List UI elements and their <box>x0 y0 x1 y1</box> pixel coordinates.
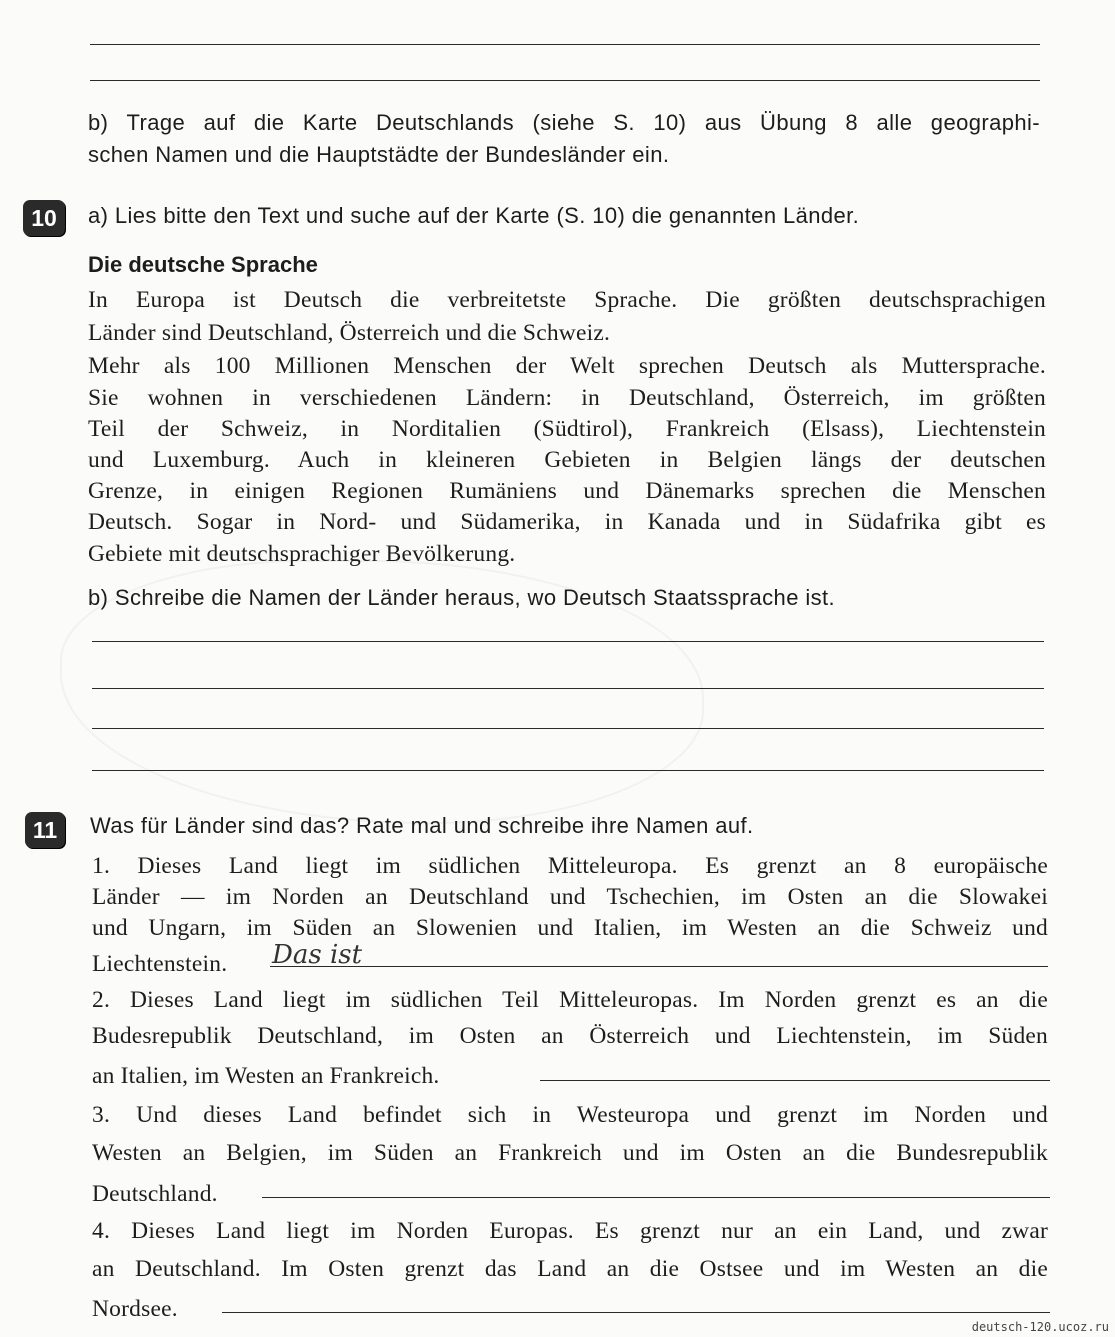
answer-line[interactable] <box>92 641 1044 642</box>
task-10a: a) Lies bitte den Text und suche auf der Karte (S. 10) die genannten Länder. <box>88 203 860 228</box>
exercise-number-badge: 10 <box>23 200 65 236</box>
text-line: Teil der Schweiz, in Norditalien (Südtirol), Frankreich (Elsass), Liechtenstein <box>88 416 1046 442</box>
task-9b-line: schen Namen und die Hauptstädte der Bundesländer ein. <box>88 142 670 167</box>
text-line: Grenze, in einigen Regionen Rumäniens und Dänemarks sprechen die Menschen <box>88 478 1046 504</box>
answer-line[interactable] <box>222 1312 1050 1313</box>
answer-line[interactable] <box>90 44 1040 45</box>
riddle-line: an Deutschland. Im Osten grenzt das Land an die Ostsee und im Westen an die <box>92 1256 1048 1282</box>
text-line: Sie wohnen in verschiedenen Ländern: in Deutschland, Österreich, im größten <box>88 385 1046 411</box>
riddle-line: Budesrepublik Deutschland, im Osten an Österreich und Liechtenstein, im Süden <box>92 1023 1048 1049</box>
riddle-line: 3. Und dieses Land befindet sich in Westeuropa und grenzt im Norden und <box>92 1102 1048 1128</box>
riddle-line: 2. Dieses Land liegt im südlichen Teil Mitteleuropas. Im Norden grenzt es an die <box>92 987 1048 1013</box>
answer-line[interactable] <box>92 688 1044 689</box>
task-9b-line: b) Trage auf die Karte Deutschlands (siehe S. 10) aus Übung 8 alle geographi- <box>88 110 1040 135</box>
text-line: Deutsch. Sogar in Nord- und Südamerika, in Kanada und in Südafrika gibt es <box>88 509 1046 535</box>
answer-line[interactable] <box>90 80 1040 81</box>
source-url: deutsch-120.ucoz.ru <box>971 1320 1109 1334</box>
riddle-line: 1. Dieses Land liegt im südlichen Mitteleuropa. Es grenzt an 8 europäische <box>92 853 1048 879</box>
task-11: Was für Länder sind das? Rate mal und schreibe ihre Namen auf. <box>90 813 754 838</box>
task-10b: b) Schreibe die Namen der Länder heraus, wo Deutsch Staatssprache ist. <box>88 585 836 610</box>
text-line: Gebiete mit deutschsprachiger Bevölkerung. <box>88 541 516 567</box>
riddle-line: an Italien, im Westen an Frankreich. <box>92 1063 440 1089</box>
text-line: Länder sind Deutschland, Österreich und die Schweiz. <box>88 320 611 346</box>
riddle-line: 4. Dieses Land liegt im Norden Europas. Es grenzt nur an ein Land, und zwar <box>92 1218 1048 1244</box>
answer-line[interactable] <box>540 1080 1050 1081</box>
riddle-line: Westen an Belgien, im Süden an Frankreich und im Osten an die Bundesrepublik <box>92 1140 1048 1166</box>
text-title: Die deutsche Sprache <box>88 252 318 277</box>
text-line: Mehr als 100 Millionen Menschen der Welt sprechen Deutsch als Muttersprache. <box>88 353 1046 379</box>
riddle-line: Deutschland. <box>92 1181 218 1207</box>
answer-line[interactable] <box>270 966 1048 967</box>
answer-line[interactable] <box>262 1197 1050 1198</box>
exercise-number-badge: 11 <box>25 812 65 848</box>
riddle-line: Liechtenstein. <box>92 951 228 977</box>
handwritten-answer: Das ist <box>272 940 363 970</box>
answer-line[interactable] <box>92 770 1044 771</box>
riddle-line: Nordsee. <box>92 1296 178 1322</box>
riddle-line: und Ungarn, im Süden an Slowenien und Italien, im Westen an die Schweiz und <box>92 915 1048 941</box>
riddle-line: Länder — im Norden an Deutschland und Tschechien, im Osten an die Slowakei <box>92 884 1048 910</box>
text-line: In Europa ist Deutsch die verbreitetste Sprache. Die größten deutschsprachigen <box>88 287 1046 313</box>
text-line: und Luxemburg. Auch in kleineren Gebieten in Belgien längs der deutschen <box>88 447 1046 473</box>
answer-line[interactable] <box>92 728 1044 729</box>
